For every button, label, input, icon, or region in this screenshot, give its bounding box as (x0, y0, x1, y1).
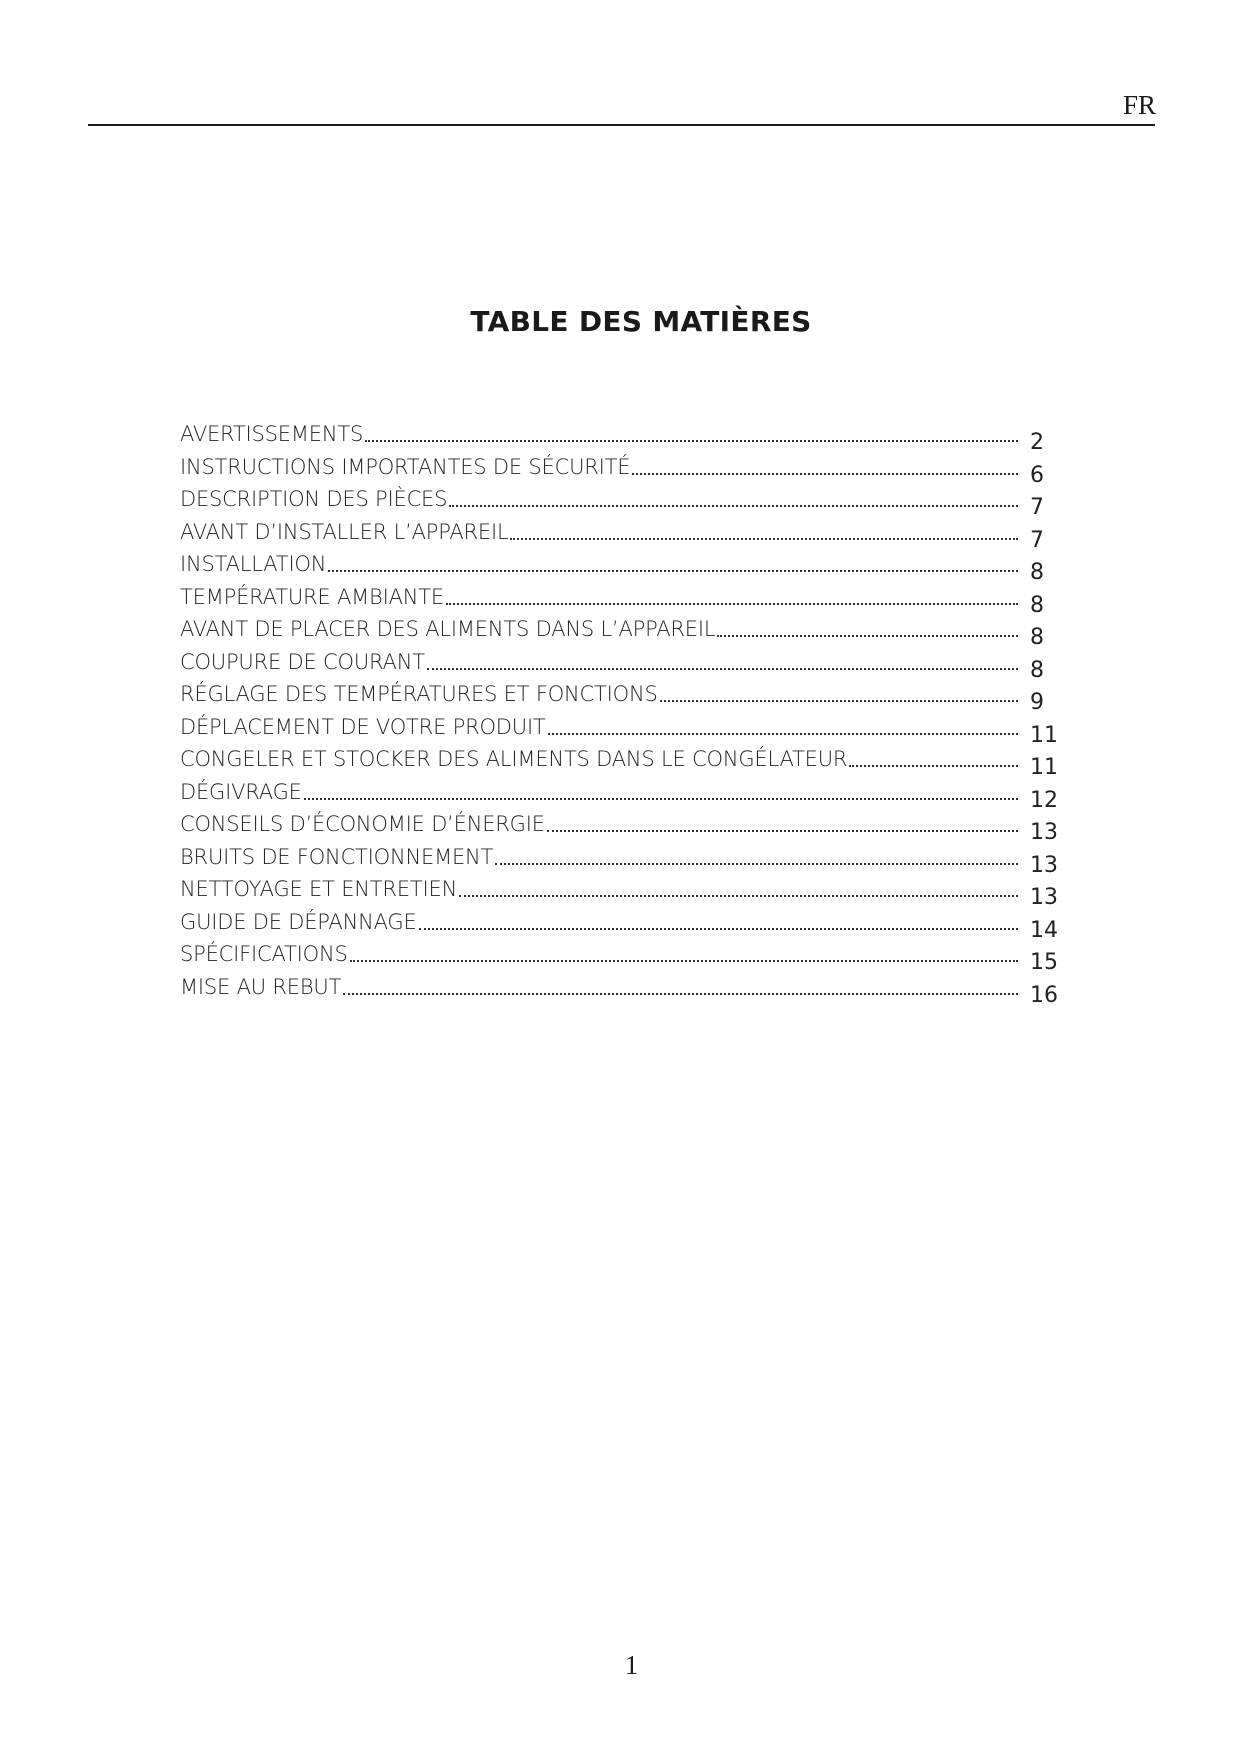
toc-entry-page-number: 8 (1030, 560, 1044, 585)
dot-leader (304, 782, 1018, 803)
toc-entry-label: AVANT DE PLACER DES ALIMENTS DANS L’APPAREIL (180, 617, 716, 641)
page-number: 1 (624, 1650, 639, 1680)
toc-entry-label: COUPURE DE COURANT (180, 649, 425, 674)
toc-entry[interactable] (180, 548, 1070, 585)
toc-entry[interactable] (180, 418, 1070, 455)
toc-entry-page-number: 11 (1030, 722, 1058, 748)
toc-entry-page-number: 15 (1030, 950, 1058, 975)
toc-entry[interactable] (180, 711, 1070, 748)
toc-entry-page-number: 7 (1030, 527, 1044, 553)
toc-entry-page-number: 9 (1030, 690, 1044, 715)
toc-entry-label: AVANT D’INSTALLER L’APPAREIL (180, 519, 509, 544)
dot-leader (510, 522, 1018, 543)
dot-leader (343, 977, 1018, 998)
toc-entry-label: INSTALLATION (180, 552, 327, 576)
toc-entry-label: TEMPÉRATURE AMBIANTE (180, 584, 444, 609)
toc-entry[interactable] (180, 776, 1070, 813)
toc-entry-label: NETTOYAGE ET ENTRETIEN (180, 877, 458, 901)
dot-leader (449, 489, 1018, 510)
toc-entry-page-number: 2 (1030, 430, 1044, 455)
toc-entry-page-number: 13 (1030, 885, 1058, 910)
toc-entry-page-number: 6 (1030, 462, 1044, 488)
toc-entry[interactable] (180, 938, 1070, 975)
dot-leader (459, 879, 1018, 900)
toc-entry-page-number: 16 (1030, 982, 1058, 1008)
toc-entry[interactable] (180, 516, 1070, 553)
toc-entry[interactable] (180, 841, 1070, 878)
dot-leader (660, 684, 1018, 705)
dot-leader (427, 652, 1018, 673)
toc-entry-label: INSTRUCTIONS IMPORTANTES DE SÉCURITÉ (180, 454, 631, 479)
dot-leader (495, 847, 1018, 868)
toc-entry-label: SPÉCIFICATIONS (180, 942, 348, 966)
toc-entry-page-number: 13 (1030, 820, 1058, 845)
dot-leader (548, 717, 1018, 738)
toc-entry-page-number: 12 (1030, 787, 1058, 813)
toc-entry-label: DÉGIVRAGE (180, 779, 302, 804)
dot-leader (328, 554, 1018, 575)
toc-entry[interactable] (180, 483, 1070, 520)
toc-entry-label: CONSEILS D’ÉCONOMIE D’ÉNERGIE (180, 812, 545, 836)
toc-entry-label: GUIDE DE DÉPANNAGE (180, 909, 417, 934)
header-divider (88, 124, 1155, 126)
toc-entry-label: DÉPLACEMENT DE VOTRE PRODUIT (180, 714, 546, 739)
toc-entry-label: MISE AU REBUT (180, 974, 342, 999)
toc-entry[interactable] (180, 906, 1070, 943)
toc-entry-page-number: 11 (1030, 755, 1058, 780)
toc-entry[interactable] (180, 581, 1070, 618)
toc-entry-label: AVERTISSEMENTS (180, 422, 364, 446)
toc-entry-label: DESCRIPTION DES PIÈCES (180, 487, 448, 511)
toc-entry-label: CONGELER ET STOCKER DES ALIMENTS DANS LE CONGÉLATEUR (180, 747, 848, 771)
toc-entry-page-number: 8 (1030, 592, 1044, 618)
dot-leader (849, 749, 1018, 770)
toc-entry[interactable] (180, 678, 1070, 715)
table-of-contents (180, 418, 1070, 1008)
toc-entry-page-number: 14 (1030, 917, 1058, 943)
toc-entry[interactable] (180, 451, 1070, 488)
toc-entry-label: BRUITS DE FONCTIONNEMENT (180, 844, 494, 869)
toc-entry-page-number: 8 (1030, 657, 1044, 683)
toc-entry[interactable] (180, 971, 1070, 1008)
toc-entry[interactable] (180, 646, 1070, 683)
toc-entry[interactable] (180, 808, 1070, 845)
dot-leader (365, 424, 1018, 445)
dot-leader (717, 619, 1018, 640)
dot-leader (350, 944, 1018, 965)
dot-leader (632, 457, 1018, 478)
toc-entry-page-number: 13 (1030, 852, 1058, 878)
dot-leader (419, 912, 1018, 933)
toc-entry-page-number: 8 (1030, 625, 1044, 650)
toc-entry-page-number: 7 (1030, 495, 1044, 520)
toc-entry[interactable] (180, 613, 1070, 650)
toc-title: TABLE DES MATIÈRES (470, 305, 812, 338)
dot-leader (446, 587, 1018, 608)
toc-entry[interactable] (180, 743, 1070, 780)
toc-entry[interactable] (180, 873, 1070, 910)
dot-leader (547, 814, 1018, 835)
toc-entry-label: RÉGLAGE DES TEMPÉRATURES ET FONCTIONS (180, 682, 658, 706)
language-tag: FR (1122, 90, 1156, 120)
